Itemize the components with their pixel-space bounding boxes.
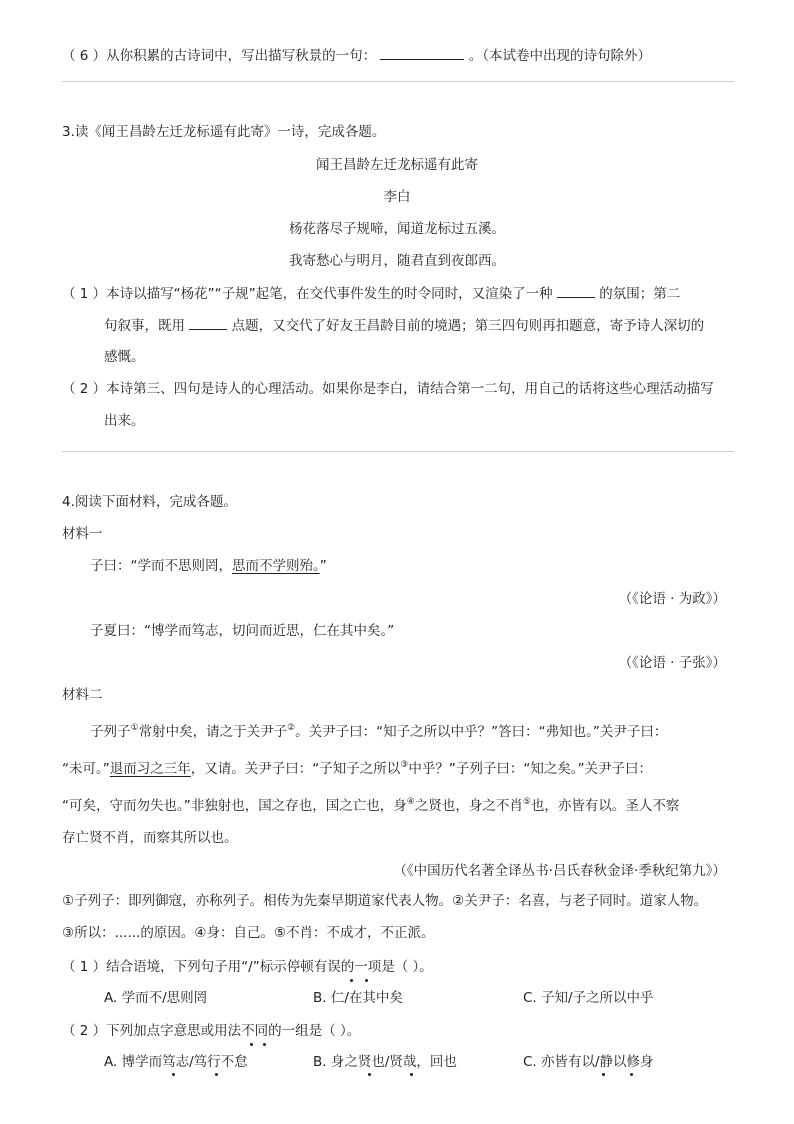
footnote-ref-2: ② [287, 723, 296, 733]
material-2-para-line-4: 存亡贤不肖，而察其所以也。 [62, 830, 238, 846]
q6-line [62, 45, 651, 66]
quote-1-text: 子曰：“学而不思则罔， [90, 558, 232, 574]
poem-line-2: 我寄愁心与明月，随君直到夜郎西。 [289, 253, 505, 269]
material-1-source-2: （《论语 · 子张》） [618, 655, 726, 671]
q3-sub1-text-c: 句叙事，既用 [104, 318, 185, 334]
emphasis-dot [263, 1043, 266, 1046]
section-divider [62, 451, 734, 452]
para-text: “未可。” [62, 761, 110, 777]
para-text: 常射中矣，请之于关尹子 [138, 724, 288, 740]
q4-sub2-option-a[interactable]: A. 博学而笃志/笃行不怠 [104, 1054, 248, 1070]
q4-sub2-option-b[interactable]: B. 身之贤也/贤哉，回也 [313, 1054, 457, 1070]
emphasis-dot [365, 979, 368, 982]
q4-sub1-option-c[interactable]: C. 子知/子之所以中乎 [523, 990, 654, 1006]
para-text: 之贤也，身之不肖 [414, 798, 523, 814]
footnote-ref-3: ③ [400, 760, 409, 770]
emphasis-dot [172, 1073, 175, 1076]
emphasis-dot [215, 1073, 218, 1076]
q4-sub2-option-c[interactable]: C. 亦皆有以/静以修身 [523, 1054, 654, 1070]
emphasis-dot [350, 979, 353, 982]
emphasis-dot [602, 1073, 605, 1076]
emphasis-dot [250, 1043, 253, 1046]
q3-sub2-line2: 出来。 [104, 413, 145, 429]
q3-sub1-blank-1[interactable] [557, 283, 595, 298]
emphasis-dot [410, 1073, 413, 1076]
material-2-para-line-3 [62, 796, 679, 816]
para-text: 子列子 [90, 724, 131, 740]
q3-sub1-line3: 感慨。 [104, 349, 145, 365]
footnotes-line-1: ①子列子：即列御寇，亦称列子。相传为先秦早期道家代表人物。②关尹子：名喜，与老子同时。道家人物。 [62, 893, 708, 909]
section-divider [62, 81, 734, 82]
q6-prefix: （ 6 ）从你积累的古诗词中，写出描写秋景的一句： [62, 48, 377, 64]
para-text: 中乎？”子列子曰：“知之矣。”关尹子曰： [408, 761, 653, 777]
para-text: 也，亦皆有以。圣人不察 [530, 798, 680, 814]
material-2-source: （《中国历代名著全译丛书·吕氏春秋金译·季秋纪第九》） [393, 863, 726, 879]
emphasis-dot [630, 1073, 633, 1076]
q3-sub1-text-a: （ 1 ）本诗以描写“杨花”“子规”起笔，在交代事件发生的时令同时，又渲染了一种 [62, 286, 553, 302]
para-text: 。关尹子曰：“知子之所以中乎？”答曰：“弗知也。”关尹子曰： [295, 724, 668, 740]
quote-1-close: ” [319, 558, 327, 574]
material-1-source-1: （《论语 · 为政》） [618, 591, 726, 607]
footnotes-line-2: ③所以：......的原因。④身：自己。⑤不肖：不成才，不正派。 [62, 925, 435, 941]
footnote-ref-4: ④ [406, 797, 415, 807]
q4-sub1-option-a[interactable]: A. 学而不/思则罔 [104, 990, 208, 1006]
para-text: ，又请。关尹子曰：“子知子之所以 [190, 761, 401, 777]
material-2-para-line-1 [90, 722, 667, 742]
q3-sub1-text-b: 的氛围；第二 [599, 286, 681, 302]
q3-sub1-line2 [104, 315, 704, 336]
material-1-label: 材料一 [62, 526, 103, 542]
para-text: “可矣，守而勿失也。”非独射也，国之存也，国之亡也，身 [62, 798, 407, 814]
q4-sub2-question: （ 2 ）下列加点字意思或用法不同的一组是（ ）。 [62, 1023, 361, 1039]
material-1-quote-1 [90, 556, 327, 576]
quote-1-underlined: 思而不学则殆。 [232, 558, 320, 574]
q3-sub1-blank-2[interactable] [189, 315, 227, 330]
q6-answer-blank[interactable] [380, 45, 464, 60]
material-2-label: 材料二 [62, 687, 103, 703]
poem-author: 李白 [383, 189, 411, 205]
material-2-para-line-2 [62, 759, 652, 779]
q3-sub1-text-d: 点题，又交代了好友王昌龄目前的境遇；第三四句则再扣题意，寄予诗人深切的 [231, 318, 705, 334]
poem-title: 闻王昌龄左迁龙标遥有此寄 [316, 157, 478, 173]
footnote-ref-5: ⑤ [522, 797, 531, 807]
poem-line-1: 杨花落尽子规啼，闻道龙标过五溪。 [289, 221, 505, 237]
footnote-ref-1: ① [130, 723, 139, 733]
q3-sub2-line1: （ 2 ）本诗第三、四句是诗人的心理活动。如果你是李白，请结合第一二句，用自己的话将这些心理活动描写 [62, 381, 714, 397]
emphasis-dot [368, 1073, 371, 1076]
q3-sub1-line1 [62, 283, 680, 304]
q4-sub1-question: （ 1 ）结合语境，下列句子用“/”标示停顿有误的一项是（ ）。 [62, 959, 433, 975]
material-1-quote-2: 子夏曰：“博学而笃志，切问而近思，仁在其中矣。” [90, 623, 395, 639]
q4-intro: 4.阅读下面材料，完成各题。 [62, 494, 237, 510]
q6-suffix: 。（本试卷中出现的诗句除外） [468, 48, 652, 64]
q4-sub1-option-b[interactable]: B. 仁/在其中矣 [313, 990, 403, 1006]
q3-intro: 3.读《闻王昌龄左迁龙标遥有此寄》一诗，完成各题。 [62, 124, 386, 140]
para-underlined: 退而习之三年 [109, 761, 191, 777]
